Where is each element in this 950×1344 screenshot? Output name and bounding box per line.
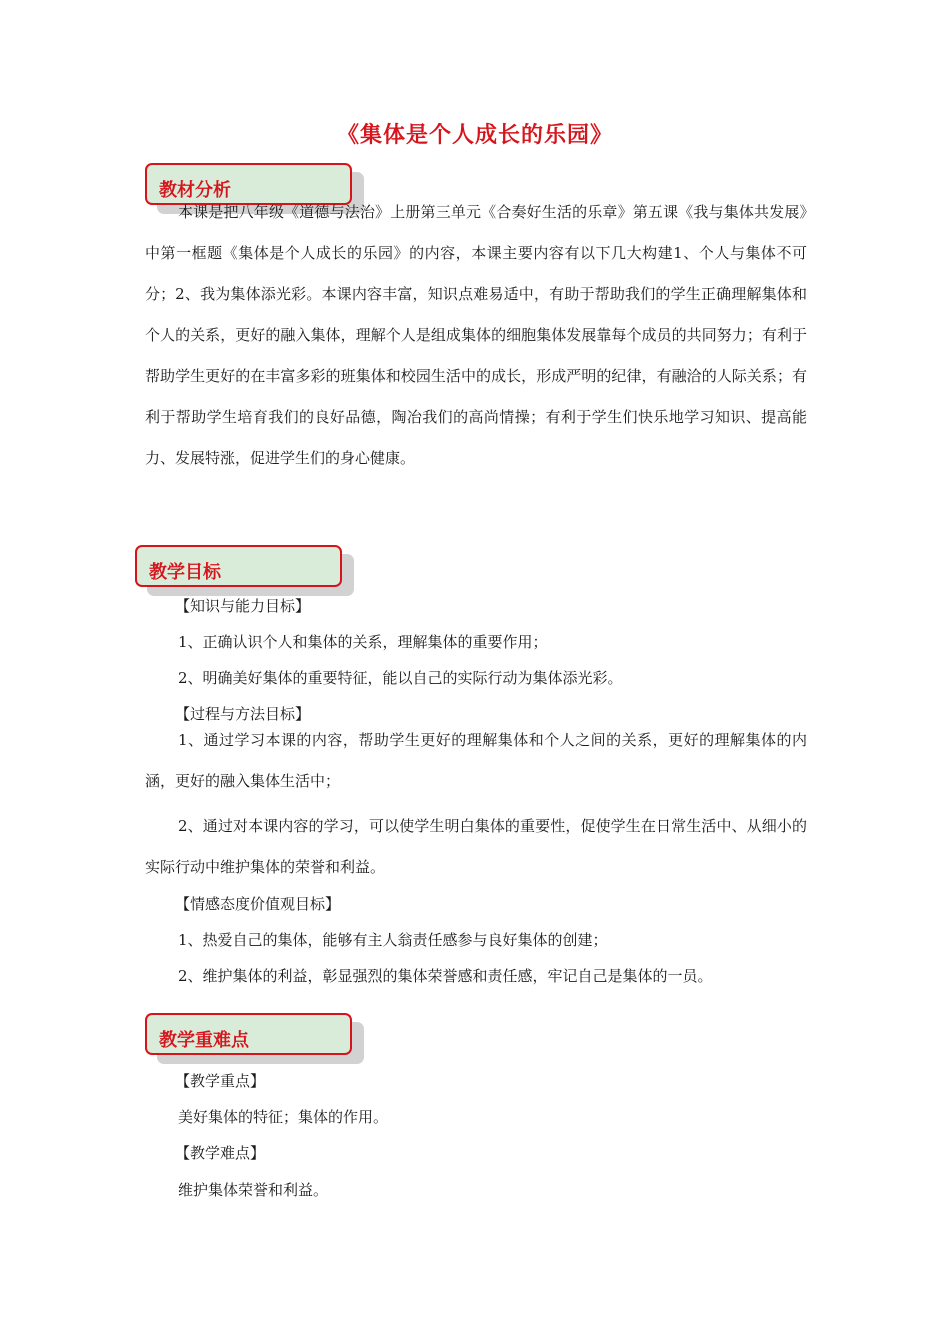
- knowledge-heading: 【知识与能力目标】: [175, 597, 311, 615]
- section-tag-label: 教学目标: [149, 562, 221, 583]
- analysis-paragraph: 本课是把八年级《道德与法治》上册第三单元《合奏好生活的乐章》第五课《我与集体共发展》中第一框题《集体是个人成长的乐园》的内容，本课主要内容有以下几大构建1、个人与集体不可分；2、我为集体添光彩。本课内容丰富，知识点难易适中，有助于帮助我们的学生正确理解集体和个人的关系，更好的融入集体，理解个人是组成集体的细胞集体发展靠每个成员的共同努力；有利于帮助学生更好的在丰富多彩的班集体和校园生活中的成长，形成严明的纪律，有融洽的人际关系；有利于帮助学生培育我们的良好品德，陶冶我们的高尚情操；有利于学生们快乐地学习知识、提高能力、发展特涨，促进学生们的身心健康。: [145, 203, 807, 467]
- knowledge-item-1: 1、正确认识个人和集体的关系，理解集体的重要作用；: [178, 633, 548, 651]
- section-tag-goals: [135, 545, 342, 587]
- difficulty-heading: 【教学难点】: [175, 1144, 266, 1162]
- process-heading: 【过程与方法目标】: [175, 705, 311, 723]
- section-tag-label: 教材分析: [159, 180, 231, 201]
- focus-heading: 【教学重点】: [175, 1072, 266, 1090]
- section-tag-label: 教学重难点: [159, 1030, 249, 1051]
- knowledge-item-2: 2、明确美好集体的重要特征，能以自己的实际行动为集体添光彩。: [178, 669, 623, 687]
- process-item-1: 1、通过学习本课的内容，帮助学生更好的理解集体和个人之间的关系，更好的理解集体的内涵，更好的融入集体生活中；: [145, 731, 807, 790]
- emotion-item-2: 2、维护集体的利益，彰显强烈的集体荣誉感和责任感，牢记自己是集体的一员。: [178, 967, 713, 985]
- page-title: 《集体是个人成长的乐园》: [336, 122, 613, 148]
- focus-text: 美好集体的特征；集体的作用。: [178, 1108, 389, 1126]
- emotion-heading: 【情感态度价值观目标】: [175, 895, 341, 913]
- emotion-item-1: 1、热爱自己的集体，能够有主人翁责任感参与良好集体的创建；: [178, 931, 608, 949]
- section-tag-key-points: [145, 1013, 352, 1055]
- difficulty-text: 维护集体荣誉和利益。: [178, 1181, 329, 1199]
- process-item-2: 2、通过对本课内容的学习，可以使学生明白集体的重要性，促使学生在日常生活中、从细小的实际行动中维护集体的荣誉和利益。: [145, 817, 807, 876]
